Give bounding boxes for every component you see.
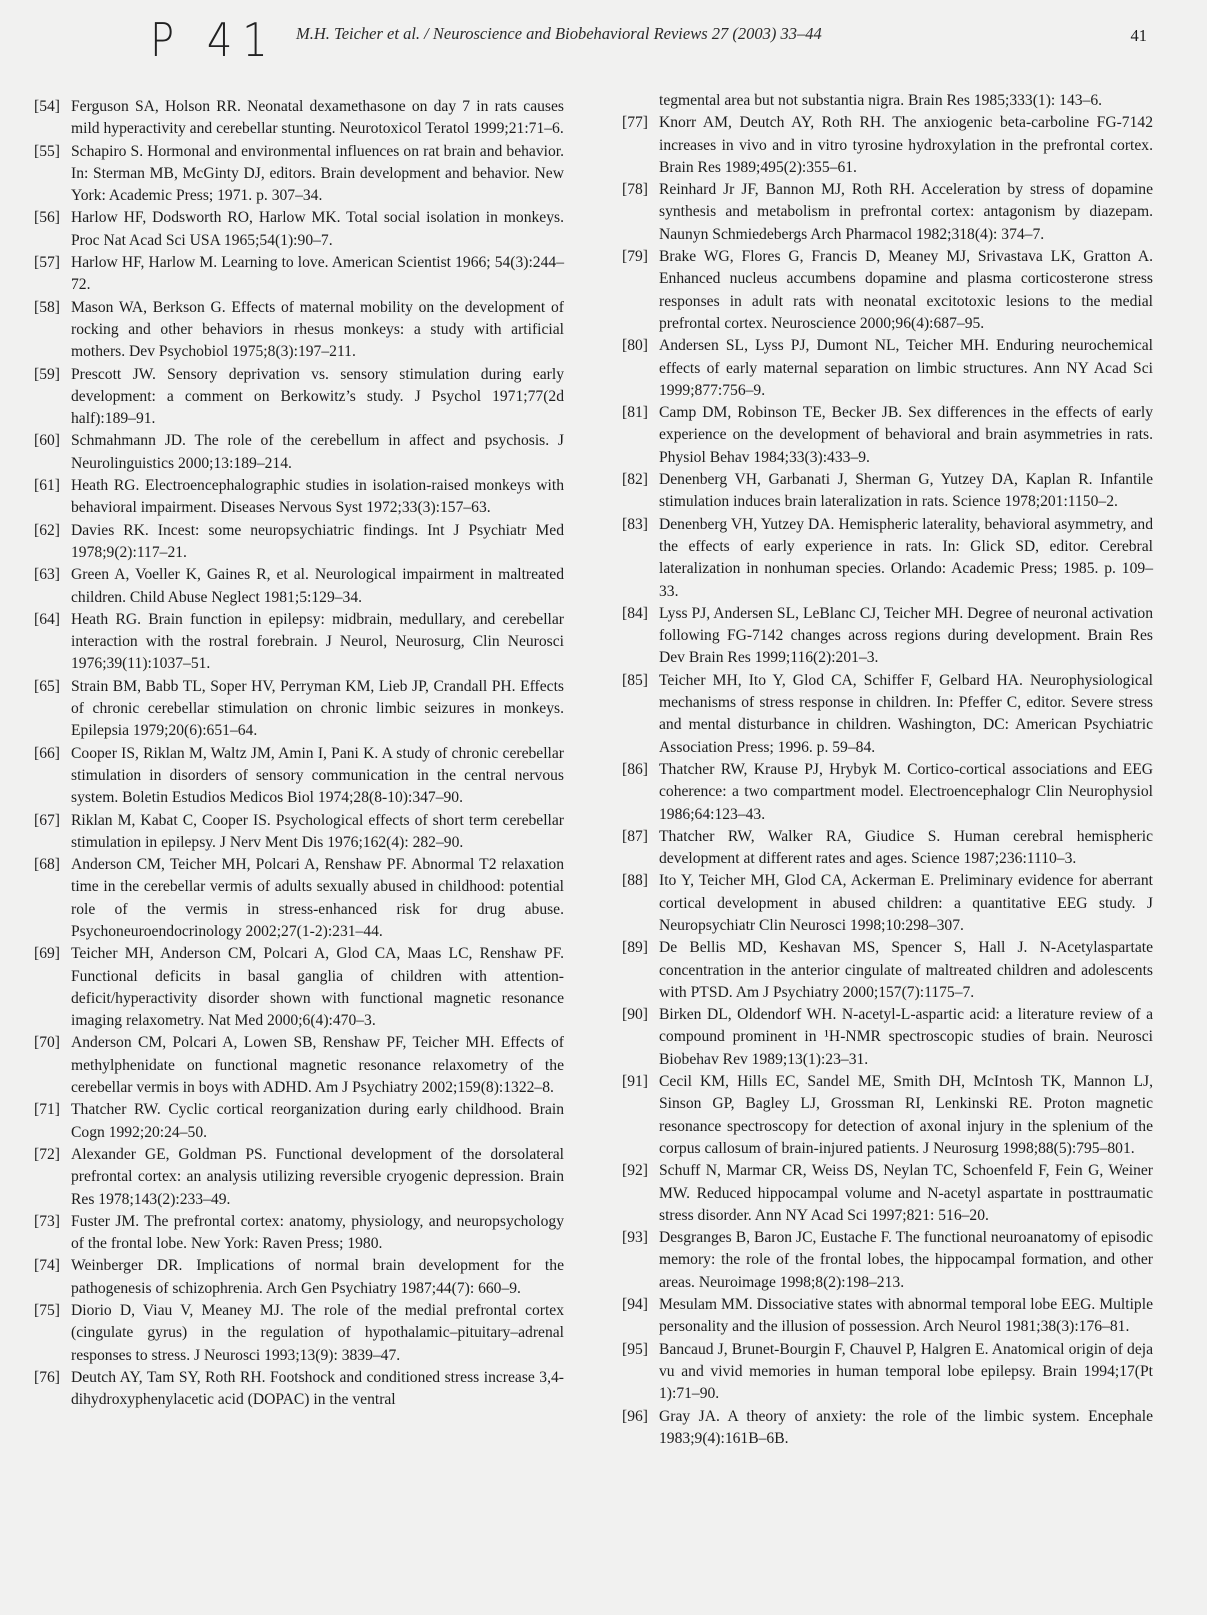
reference-text: Andersen SL, Lyss PJ, Dumont NL, Teicher MH. Enduring neurochemical effects of early maternal separation on limbic structures. Ann NY Acad Sci 1999;877:756–9. (659, 337, 1153, 399)
reference-number: [86] (622, 760, 648, 778)
reference-entry (622, 246, 1153, 335)
reference-number: [75] (34, 1302, 60, 1320)
reference-number: [62] (34, 521, 60, 539)
reference-number: [87] (622, 827, 648, 845)
reference-entry (34, 564, 564, 609)
reference-text: Deutch AY, Tam SY, Roth RH. Footshock and conditioned stress increase 3,4-dihydroxyphenylacetic acid (DOPAC) in the ventral (71, 1368, 564, 1409)
reference-text: Green A, Voeller K, Gaines R, et al. Neurological impairment in maltreated children. Child Abuse Neglect 1981;5:129–34. (71, 566, 564, 606)
reference-number: [78] (622, 181, 648, 199)
reference-entry (34, 207, 564, 252)
reference-text: Harlow HF, Harlow M. Learning to love. American Scientist 1966; 54(3):244–72. (71, 254, 564, 294)
reference-number: [56] (34, 209, 60, 227)
reference-entry (622, 1227, 1153, 1294)
reference-entry (34, 430, 564, 475)
reference-entry (622, 90, 1153, 112)
reference-text: Denenberg VH, Yutzey DA. Hemispheric laterality, behavioral asymmetry, and the effects of early experience in rats. In: Glick SD, editor. Cerebral lateralization in nonhuman species. Orlando: Academic Press; 1985. p. 109–33. (659, 515, 1153, 600)
reference-number: [71] (34, 1101, 60, 1119)
reference-entry (34, 854, 564, 943)
reference-text: Anderson CM, Teicher MH, Polcari A, Renshaw PF. Abnormal T2 relaxation time in the cerebellar vermis of adults sexually abused in childhood: potential role of the vermis in stress-enhanced risk for drug abuse. Psychoneuroendocrinology 2002;27(1-2):231–44. (71, 856, 564, 940)
reference-text: Heath RG. Brain function in epilepsy: midbrain, medullary, and cerebellar interaction with the rostral forebrain. J Neurol, Neurosurg, Clin Neurosci 1976;39(11):1037–51. (71, 610, 564, 673)
reference-number: [66] (34, 744, 60, 762)
reference-text: Thatcher RW, Walker RA, Giudice S. Human cerebral hemispheric development at different rates and ages. Science 1987;236:1110–3. (659, 827, 1153, 868)
reference-entry (622, 112, 1153, 179)
reference-number: [91] (622, 1073, 648, 1091)
reference-entry (34, 943, 564, 1032)
reference-entry (622, 1406, 1153, 1451)
reference-number: [68] (34, 856, 60, 874)
reference-number: [65] (34, 677, 60, 695)
reference-text: Mesulam MM. Dissociative states with abnormal temporal lobe EEG. Multiple personality and the illusion of possession. Arch Neurol 1981;38(3):176–81. (659, 1296, 1153, 1336)
reference-text: Strain BM, Babb TL, Soper HV, Perryman KM, Lieb JP, Crandall PH. Effects of chronic cerebellar stimulation on chronic limbic seizures in monkeys. Epilepsia 1979;20(6):651–64. (71, 677, 564, 740)
reference-entry (34, 676, 564, 743)
reference-text: Schuff N, Marmar CR, Weiss DS, Neylan TC, Schoenfeld F, Fein G, Weiner MW. Reduced hippocampal volume and N-acetyl aspartate in posttraumatic stress disorder. Ann NY Acad Sci 1997;821: 516–20. (659, 1162, 1153, 1224)
reference-text: Cecil KM, Hills EC, Sandel ME, Smith DH, McIntosh TK, Mannon LJ, Sinson GP, Bagley LJ, Grossman RI, Lenkinski RE. Proton magnetic resonance spectroscopy for detection of axonal injury in the splenium of the corpus callosum of brain-injured patients. J Neurosurg 1998;88(5):795–801. (659, 1073, 1153, 1157)
reference-number: [63] (34, 566, 60, 584)
reference-number: [88] (622, 872, 648, 890)
reference-text: Weinberger DR. Implications of normal brain development for the pathogenesis of schizophrenia. Arch Gen Psychiatry 1987;44(7): 660–9. (71, 1257, 564, 1297)
reference-text: Lyss PJ, Andersen SL, LeBlanc CJ, Teicher MH. Degree of neuronal activation following FG-7142 changes across regions during development. Brain Res Dev Brain Res 1999;116(2):201–3. (659, 604, 1153, 667)
reference-text: De Bellis MD, Keshavan MS, Spencer S, Hall J. N-Acetylaspartate concentration in the anterior cingulate of maltreated children and adolescents with PTSD. Am J Psychiatry 2000;157(7):1175–7. (659, 939, 1153, 1001)
reference-number: [58] (34, 298, 60, 316)
reference-entry (34, 743, 564, 810)
reference-number: [84] (622, 604, 648, 622)
reference-number: [92] (622, 1162, 648, 1180)
references-left-column (34, 96, 564, 1412)
reference-text: Schapiro S. Hormonal and environmental influences on rat brain and behavior. In: Sterman MB, McGinty DJ, editors. Brain development and behavior. New York: Academic Press; 1971. p. 307–34. (71, 142, 564, 205)
reference-entry (622, 826, 1153, 871)
reference-text: Harlow HF, Dodsworth RO, Harlow MK. Total social isolation in monkeys. Proc Nat Acad Sci USA 1965;54(1):90–7. (71, 209, 564, 249)
reference-entry (622, 1339, 1153, 1406)
reference-entry (34, 1211, 564, 1256)
reference-number: [80] (622, 337, 648, 355)
reference-number: [90] (622, 1006, 648, 1024)
reference-entry (34, 475, 564, 520)
reference-number: [67] (34, 811, 60, 829)
reference-text: Thatcher RW, Krause PJ, Hrybyk M. Cortico-cortical associations and EEG coherence: a two compartment model. Electroencephalogr Clin Neurophysiol 1986;64:123–43. (659, 760, 1153, 823)
reference-number: [82] (622, 471, 648, 489)
reference-entry (622, 759, 1153, 826)
reference-number: [93] (622, 1229, 648, 1247)
reference-entry (622, 937, 1153, 1004)
reference-text: Anderson CM, Polcari A, Lowen SB, Renshaw PF, Teicher MH. Effects of methylphenidate on functional magnetic resonance relaxometry of the cerebellar vermis in boys with ADHD. Am J Psychiatry 2002;159(8):1322–8. (71, 1034, 564, 1097)
reference-entry (34, 297, 564, 364)
reference-entry (34, 1255, 564, 1300)
reference-text: Davies RK. Incest: some neuropsychiatric findings. Int J Psychiatr Med 1978;9(2):117–21. (71, 521, 564, 561)
reference-entry (34, 609, 564, 676)
references-right-column (622, 90, 1153, 1450)
reference-entry (622, 1004, 1153, 1071)
reference-number: [59] (34, 365, 60, 383)
reference-entry (34, 520, 564, 565)
reference-text: Gray JA. A theory of anxiety: the role of the limbic system. Encephale 1983;9(4):161B–6B. (659, 1407, 1153, 1447)
reference-text: Alexander GE, Goldman PS. Functional development of the dorsolateral prefrontal cortex: an analysis utilizing reversible cryogenic depression. Brain Res 1978;143(2):233–49. (71, 1145, 564, 1208)
reference-number: [60] (34, 432, 60, 450)
reference-number: [85] (622, 671, 648, 689)
reference-number: [57] (34, 254, 60, 272)
reference-number: [64] (34, 610, 60, 628)
page-number: 41 (1130, 26, 1147, 45)
reference-number: [96] (622, 1407, 648, 1425)
reference-entry (622, 402, 1153, 469)
reference-text: tegmental area but not substantia nigra. Brain Res 1985;333(1): 143–6. (659, 92, 1103, 109)
reference-entry (34, 252, 564, 297)
reference-number: [54] (34, 98, 60, 115)
reference-entry (622, 335, 1153, 402)
reference-entry (622, 670, 1153, 759)
running-head: M.H. Teicher et al. / Neuroscience and Biobehavioral Reviews 27 (2003) 33–44 (296, 24, 822, 43)
reference-text: Denenberg VH, Garbanati J, Sherman G, Yutzey DA, Kaplan R. Infantile stimulation induces brain lateralization in rats. Science 1978;201:1150–2. (659, 471, 1153, 511)
reference-text: Brake WG, Flores G, Francis D, Meaney MJ, Srivastava LK, Gratton A. Enhanced nucleus accumbens dopamine and plasma corticosterone stress responses in adult rats with neonatal excitotoxic lesions to the medial prefrontal cortex. Neuroscience 2000;96(4):687–95. (659, 248, 1153, 332)
reference-number: [72] (34, 1145, 60, 1163)
reference-number: [89] (622, 939, 648, 957)
reference-entry (34, 1032, 564, 1099)
reference-number: [73] (34, 1212, 60, 1230)
reference-text: Ito Y, Teicher MH, Glod CA, Ackerman E. Preliminary evidence for aberrant cortical development in abused children: a quantitative EEG study. J Neuropsychiatr Clin Neurosci 1998;10:298–307. (659, 872, 1153, 934)
reference-number: [94] (622, 1296, 648, 1314)
reference-number: [55] (34, 142, 60, 160)
reference-text: Reinhard Jr JF, Bannon MJ, Roth RH. Acceleration by stress of dopamine synthesis and metabolism in prefrontal cortex: antagonism by diazepam. Naunyn Schmiedebergs Arch Pharmacol 1982;318(4): 374–7. (659, 181, 1153, 243)
reference-number: [81] (622, 404, 648, 422)
reference-text: Knorr AM, Deutch AY, Roth RH. The anxiogenic beta-carboline FG-7142 increases in vivo and in vitro tyrosine hydroxylation in the prefrontal cortex. Brain Res 1989;495(2):355–61. (659, 114, 1153, 176)
reference-text: Mason WA, Berkson G. Effects of maternal mobility on the development of rocking and other behaviors in rhesus monkeys: a study with artificial mothers. Dev Psychobiol 1975;8(3):197–211. (71, 298, 564, 361)
reference-number: [83] (622, 515, 648, 533)
reference-number: [70] (34, 1034, 60, 1052)
reference-entry (622, 469, 1153, 514)
reference-text: Bancaud J, Brunet-Bourgin F, Chauvel P, Halgren E. Anatomical origin of deja vu and vivid memories in human temporal lobe epilepsy. Brain 1994;17(Pt 1):71–90. (659, 1340, 1153, 1403)
reference-entry (622, 603, 1153, 670)
reference-entry (34, 1144, 564, 1211)
reference-text: Heath RG. Electroencephalographic studies in isolation-raised monkeys with behavioral impairment. Diseases Nervous Syst 1972;33(3):157–63. (71, 477, 564, 517)
reference-entry (622, 179, 1153, 246)
reference-entry (34, 141, 564, 208)
reference-text: Ferguson SA, Holson RR. Neonatal dexamethasone on day 7 in rats causes mild hyperactivity and cerebellar stunting. Neurotoxicol Teratol 1999;21:71–6. (71, 98, 564, 138)
reference-number: [95] (622, 1340, 648, 1358)
handwritten-page-note: P 41 (150, 14, 278, 68)
reference-entry (34, 1099, 564, 1144)
reference-number: [77] (622, 114, 648, 132)
reference-number: [69] (34, 945, 60, 963)
reference-entry (34, 1367, 564, 1412)
reference-entry (622, 870, 1153, 937)
reference-entry (34, 810, 564, 855)
reference-entry (34, 364, 564, 431)
reference-text: Cooper IS, Riklan M, Waltz JM, Amin I, Pani K. A study of chronic cerebellar stimulation in disorders of sensory communication in the central nervous system. Boletin Estudios Medicos Biol 1974;28(8-10):347–90. (71, 744, 564, 807)
reference-entry (622, 514, 1153, 603)
reference-text: Thatcher RW. Cyclic cortical reorganization during early childhood. Brain Cogn 1992;20:24–50. (71, 1101, 564, 1141)
reference-entry (622, 1160, 1153, 1227)
reference-text: Diorio D, Viau V, Meaney MJ. The role of the medial prefrontal cortex (cingulate gyrus) in the regulation of hypothalamic–pituitary–adrenal responses to stress. J Neurosci 1993;13(9): 3839–47. (71, 1302, 564, 1364)
reference-text: Teicher MH, Ito Y, Glod CA, Schiffer F, Gelbard HA. Neurophysiological mechanisms of stress response in children. In: Pfeffer C, editor. Severe stress and mental disturbance in children. Washington, DC: American Psychiatric Association Press; 1996. p. 59–84. (659, 671, 1153, 756)
reference-entry (34, 96, 564, 141)
reference-text: Fuster JM. The prefrontal cortex: anatomy, physiology, and neuropsychology of the frontal lobe. New York: Raven Press; 1980. (71, 1212, 564, 1253)
reference-text: Teicher MH, Anderson CM, Polcari A, Glod CA, Maas LC, Renshaw PF. Functional deficits in basal ganglia of children with attention-deficit/hyperactivity disorder shown with functional magnetic resonance imaging relaxometry. Nat Med 2000;6(4):470–3. (71, 945, 564, 1030)
reference-entry (622, 1071, 1153, 1160)
reference-number: [76] (34, 1368, 60, 1386)
reference-number: [61] (34, 477, 60, 495)
reference-number: [79] (622, 248, 648, 266)
reference-text: Camp DM, Robinson TE, Becker JB. Sex differences in the effects of early experience on the development of behavioral and brain asymmetries in rats. Physiol Behav 1984;33(3):433–9. (659, 404, 1153, 466)
reference-number: [74] (34, 1257, 60, 1275)
reference-text: Prescott JW. Sensory deprivation vs. sensory stimulation during early development: a comment on Berkowitz’s study. J Psychol 1971;77(2d half):189–91. (71, 365, 564, 428)
reference-entry (34, 1300, 564, 1367)
reference-entry (622, 1294, 1153, 1339)
reference-text: Schmahmann JD. The role of the cerebellum in affect and psychosis. J Neurolinguistics 2000;13:189–214. (71, 432, 564, 472)
reference-text: Birken DL, Oldendorf WH. N-acetyl-L-aspartic acid: a literature review of a compound prominent in ¹H-NMR spectroscopic studies of brain. Neurosci Biobehav Rev 1989;13(1):23–31. (659, 1006, 1153, 1068)
reference-text: Desgranges B, Baron JC, Eustache F. The functional neuroanatomy of episodic memory: the role of the frontal lobes, the hippocampal formation, and other areas. Neuroimage 1998;8(2):198–213. (659, 1229, 1153, 1291)
reference-text: Riklan M, Kabat C, Cooper IS. Psychological effects of short term cerebellar stimulation in epilepsy. J Nerv Ment Dis 1976;162(4): 282–90. (71, 811, 564, 851)
